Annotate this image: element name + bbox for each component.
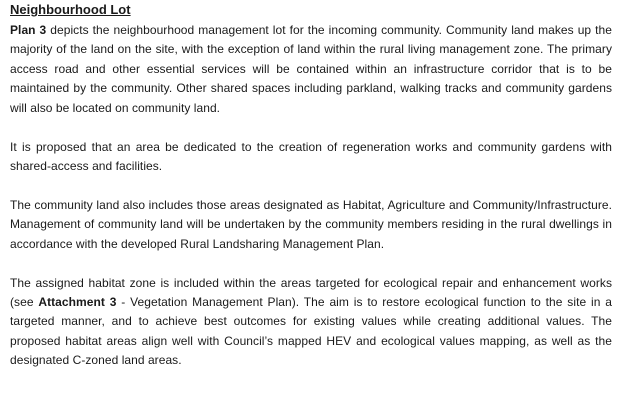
paragraph-regeneration-text: It is proposed that an area be dedicated to the creation of regeneration works and community gardens with shared-access and facilities. <box>10 139 612 173</box>
paragraph-plan-3-text: depicts the neighbourhood management lot for the incoming community. Community land makes up the majority of the land on the site, with the exception of land within the rural living management zone. The primary access road and other essential services will be contained within an infrastructure corridor that is to be maintained by the community. Other shared spaces including parkland, walking tracks and community gardens will also be located on community land. <box>10 23 612 115</box>
paragraph-regeneration <box>10 138 612 177</box>
paragraph-plan-3 <box>10 21 612 118</box>
attachment-3-reference: Attachment 3 <box>38 294 117 309</box>
paragraph-community-land-text: The community land also includes those areas designated as Habitat, Agriculture and Community/Infrastructure. Management of community land will be undertaken by the community members residing in the rural dwellings in accordance with the developed Rural Landsharing Management Plan. <box>10 197 612 251</box>
paragraph-habitat-zone-text-after: - Vegetation Management Plan). The aim is to restore ecological function to the site in a targeted manner, and to achieve best outcomes for existing values while creating additional values. The proposed habitat areas align well with Council’s mapped HEV and ecological values mapping, as well as the designated C-zoned land areas. <box>10 294 612 368</box>
document-body <box>10 0 612 371</box>
section-heading: Neighbourhood Lot <box>10 2 131 17</box>
paragraph-habitat-zone <box>10 274 612 371</box>
paragraph-habitat-zone-text-before: The assigned habitat zone is included within the areas targeted for ecological repair and enhancement works (see <box>10 275 612 309</box>
paragraph-community-land <box>10 196 612 254</box>
plan-3-label: Plan 3 <box>10 23 47 37</box>
